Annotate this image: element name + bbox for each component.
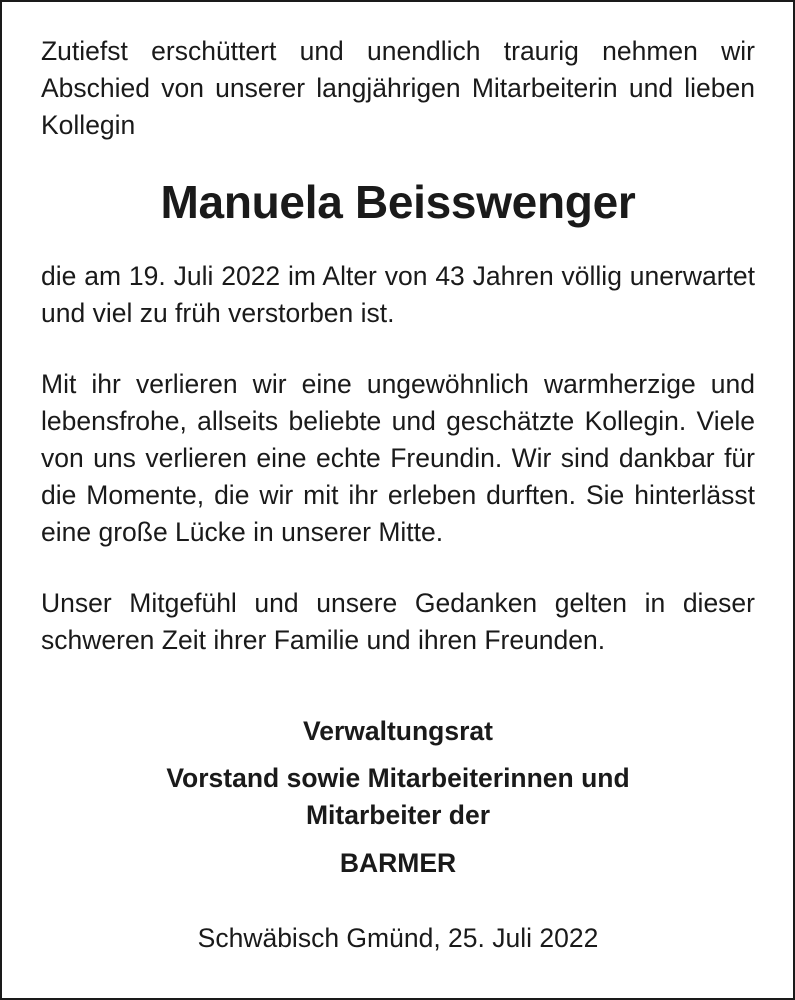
tribute-text: Mit ihr verlieren wir eine ungewöhnlich warmherzige und lebensfrohe, allseits beliebte und geschätzte Kollegin. Viele von uns verlieren eine echte Freundin. Wir sind dankbar für die Momente, die wir mit ihr erleben durften. Sie hinterlässt eine große Lücke in unserer Mitte. (41, 369, 755, 547)
signers-block (41, 713, 755, 834)
condolence-text: Unser Mitgefühl und unsere Gedanken gelten in dieser schweren Zeit ihrer Familie und ihren Freunden. (41, 588, 755, 655)
deceased-name: Manuela Beisswenger (160, 176, 636, 228)
signer-line-board: Verwaltungsrat (303, 716, 493, 746)
company-name: BARMER (339, 848, 457, 878)
place-date: Schwäbisch Gmünd, 25. Juli 2022 (197, 923, 599, 953)
signer-line-staff: Mitarbeiter der (305, 800, 491, 830)
intro-text: Zutiefst erschüttert und unendlich traurig nehmen wir Abschied von unserer langjährigen Mitarbeiterin und lieben Kollegin (41, 36, 755, 140)
signer-line-executive: Vorstand sowie Mitarbeiterinnen und (166, 763, 630, 793)
death-detail-text: die am 19. Juli 2022 im Alter von 43 Jahren völlig unerwartet und viel zu früh verstorben ist. (41, 261, 755, 328)
